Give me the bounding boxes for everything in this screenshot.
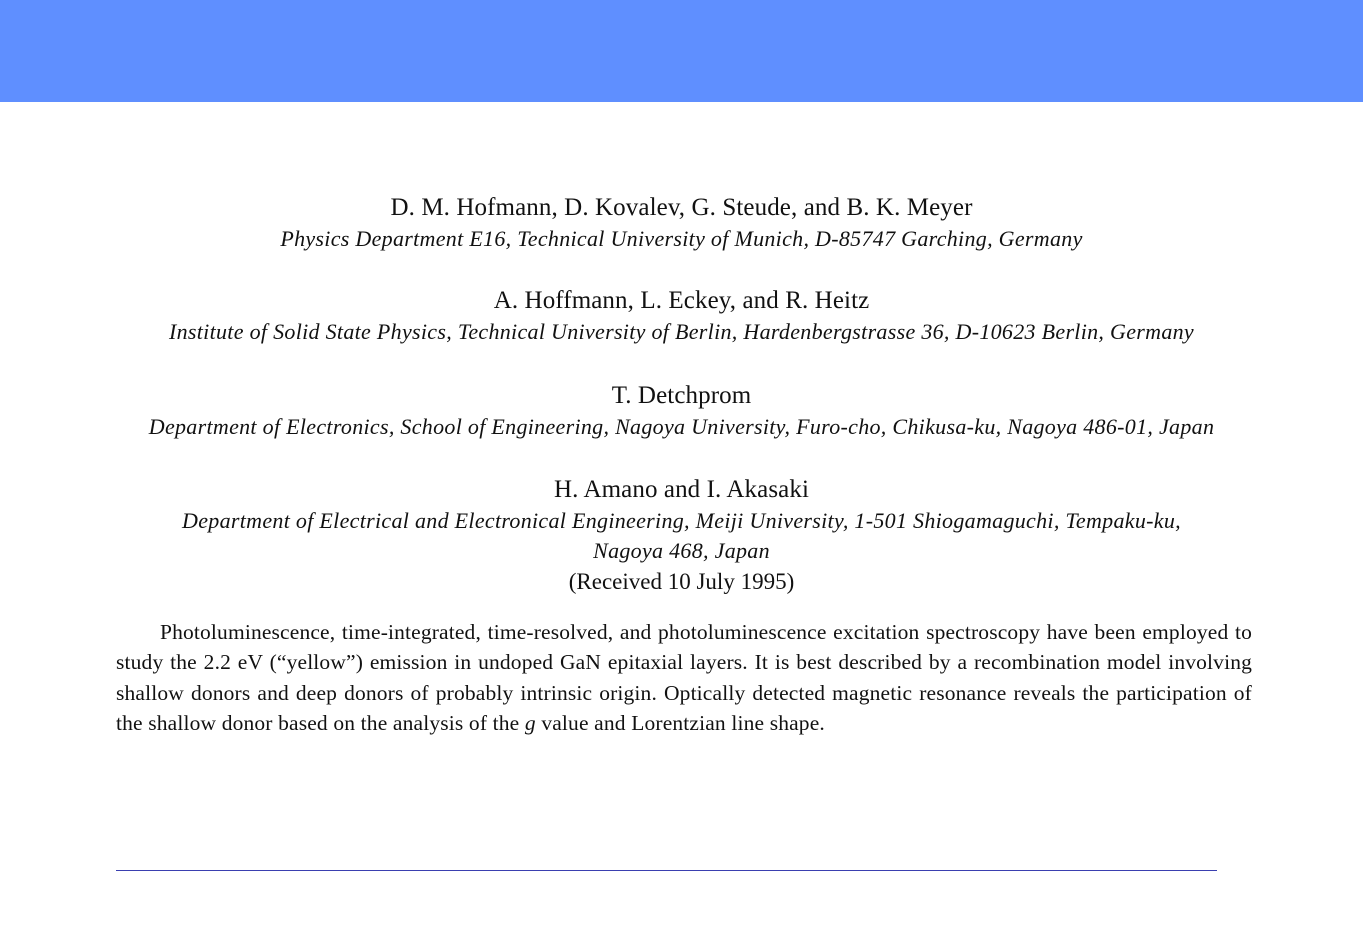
author-names-group-3: T. Detchprom: [611, 382, 752, 409]
abstract-text-part-2: value and Lorentzian line shape.: [541, 710, 825, 735]
affiliation-group-2: Institute of Solid State Physics, Technical University of Berlin, Hardenbergstrasse 36, D-10623 Berlin, Germany: [168, 319, 1194, 344]
affiliation-group-3: Department of Electronics, School of Engineering, Nagoya University, Furo-cho, Chikusa-ku, Nagoya 486-01, Japan: [148, 414, 1215, 439]
author-names-group-1: D. M. Hofmann, D. Kovalev, G. Steude, and B. K. Meyer: [390, 194, 973, 221]
affiliation-group-4-line-2: Nagoya 468, Japan: [593, 538, 770, 563]
footer-divider: [116, 870, 1217, 871]
g-symbol: g: [524, 710, 536, 735]
affiliation-group-4-line-1: Department of Electrical and Electronical Engineering, Meiji University, 1-501 Shiogamaguchi, Tempaku-ku,: [182, 508, 1181, 533]
author-names-group-4: H. Amano and I. Akasaki: [553, 476, 810, 503]
affiliation-group-1: Physics Department E16, Technical University of Munich, D-85747 Garching, Germany: [280, 226, 1083, 251]
abstract-text-part-1: Photoluminescence, time-integrated, time-resolved, and photoluminescence excitation spectroscopy have been employed to study the 2.2 eV (“yellow”) emission in undoped GaN epitaxial layers. It is best described by a recombination model involving shallow donors and deep donors of probably intrinsic origin. Optically detected magnetic resonance reveals the participation of the shallow donor based on the analysis of the: [116, 620, 1252, 735]
author-names-group-2: A. Hoffmann, L. Eckey, and R. Heitz: [493, 287, 870, 314]
top-banner: [0, 0, 1363, 102]
received-date: (Received 10 July 1995): [568, 569, 795, 594]
abstract: [116, 617, 1252, 738]
